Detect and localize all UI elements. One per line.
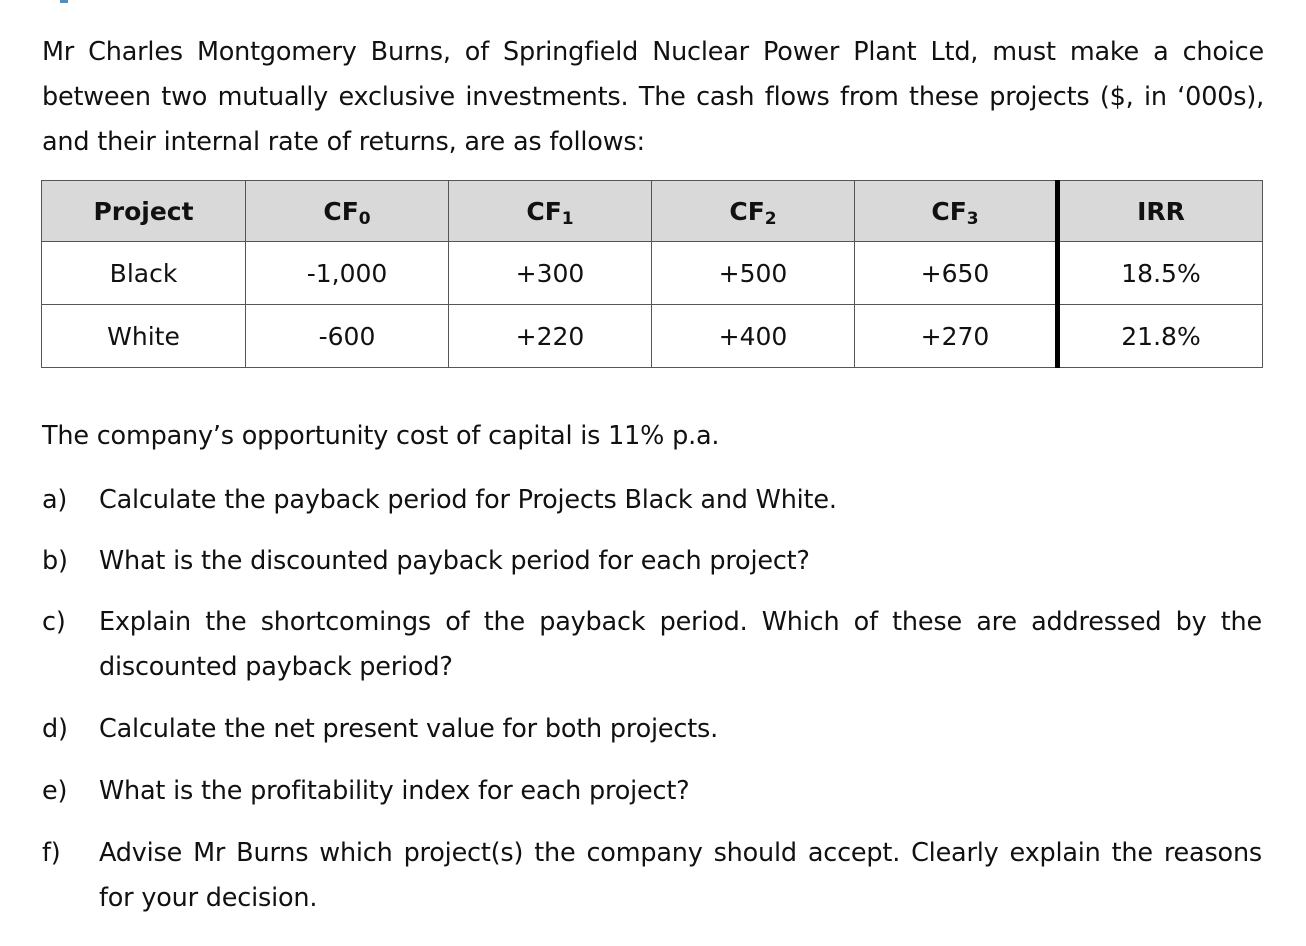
cell-irr: 21.8% xyxy=(1058,305,1263,368)
cost-of-capital-text: The company’s opportunity cost of capital is 11% p.a. xyxy=(42,421,720,451)
cell-cf3: +650 xyxy=(855,242,1058,305)
question-text: Calculate the net present value for both projects. xyxy=(99,714,719,744)
header-cf2-base: CF xyxy=(729,196,765,226)
header-cf1-subscript: 1 xyxy=(561,208,574,229)
cell-project: Black xyxy=(42,242,246,305)
header-cf3-subscript: 3 xyxy=(966,208,979,229)
cell-cf1: +220 xyxy=(449,305,652,368)
cash-flow-table xyxy=(41,180,1263,368)
question-f xyxy=(42,831,1262,921)
header-cf1-base: CF xyxy=(526,196,562,226)
corner-mark xyxy=(60,0,68,3)
table-header-row xyxy=(42,181,1263,242)
header-cf3 xyxy=(855,181,1058,242)
cell-cf1: +300 xyxy=(449,242,652,305)
question-letter: a) xyxy=(42,485,68,515)
header-cf0-base: CF xyxy=(323,196,359,226)
question-e xyxy=(42,769,1262,814)
question-text: Explain the shortcomings of the payback period. Which of these are addressed by the discounted payback period? xyxy=(99,607,1262,682)
question-b xyxy=(42,539,1262,584)
cell-cf0: -600 xyxy=(246,305,449,368)
question-letter: b) xyxy=(42,546,68,576)
header-cf0 xyxy=(246,181,449,242)
cell-cf2: +500 xyxy=(652,242,855,305)
cell-cf2: +400 xyxy=(652,305,855,368)
header-cf1 xyxy=(449,181,652,242)
question-letter: c) xyxy=(42,607,66,637)
header-cf0-subscript: 0 xyxy=(358,208,371,229)
cell-irr: 18.5% xyxy=(1058,242,1263,305)
question-text: Calculate the payback period for Projects Black and White. xyxy=(99,485,837,515)
question-letter: e) xyxy=(42,776,68,806)
question-c xyxy=(42,600,1262,690)
header-cf2-subscript: 2 xyxy=(764,208,777,229)
header-cf3-base: CF xyxy=(931,196,967,226)
question-text: Advise Mr Burns which project(s) the company should accept. Clearly explain the reasons for your decision. xyxy=(99,838,1262,913)
question-a xyxy=(42,478,1262,523)
intro-paragraph: Mr Charles Montgomery Burns, of Springfield Nuclear Power Plant Ltd, must make a choice between two mutually exclusive investments. The cash flows from these projects ($, in ‘000s), and their internal rate of returns, are as follows: xyxy=(42,37,1264,157)
header-irr: IRR xyxy=(1058,181,1263,242)
table-row xyxy=(42,305,1263,368)
cell-cf3: +270 xyxy=(855,305,1058,368)
header-project: Project xyxy=(42,181,246,242)
question-text: What is the discounted payback period for each project? xyxy=(99,546,810,576)
question-letter: d) xyxy=(42,714,68,744)
table-row xyxy=(42,242,1263,305)
cell-project: White xyxy=(42,305,246,368)
question-letter: f) xyxy=(42,838,61,868)
question-text: What is the profitability index for each project? xyxy=(99,776,690,806)
header-cf2 xyxy=(652,181,855,242)
question-d xyxy=(42,707,1262,752)
cell-cf0: -1,000 xyxy=(246,242,449,305)
